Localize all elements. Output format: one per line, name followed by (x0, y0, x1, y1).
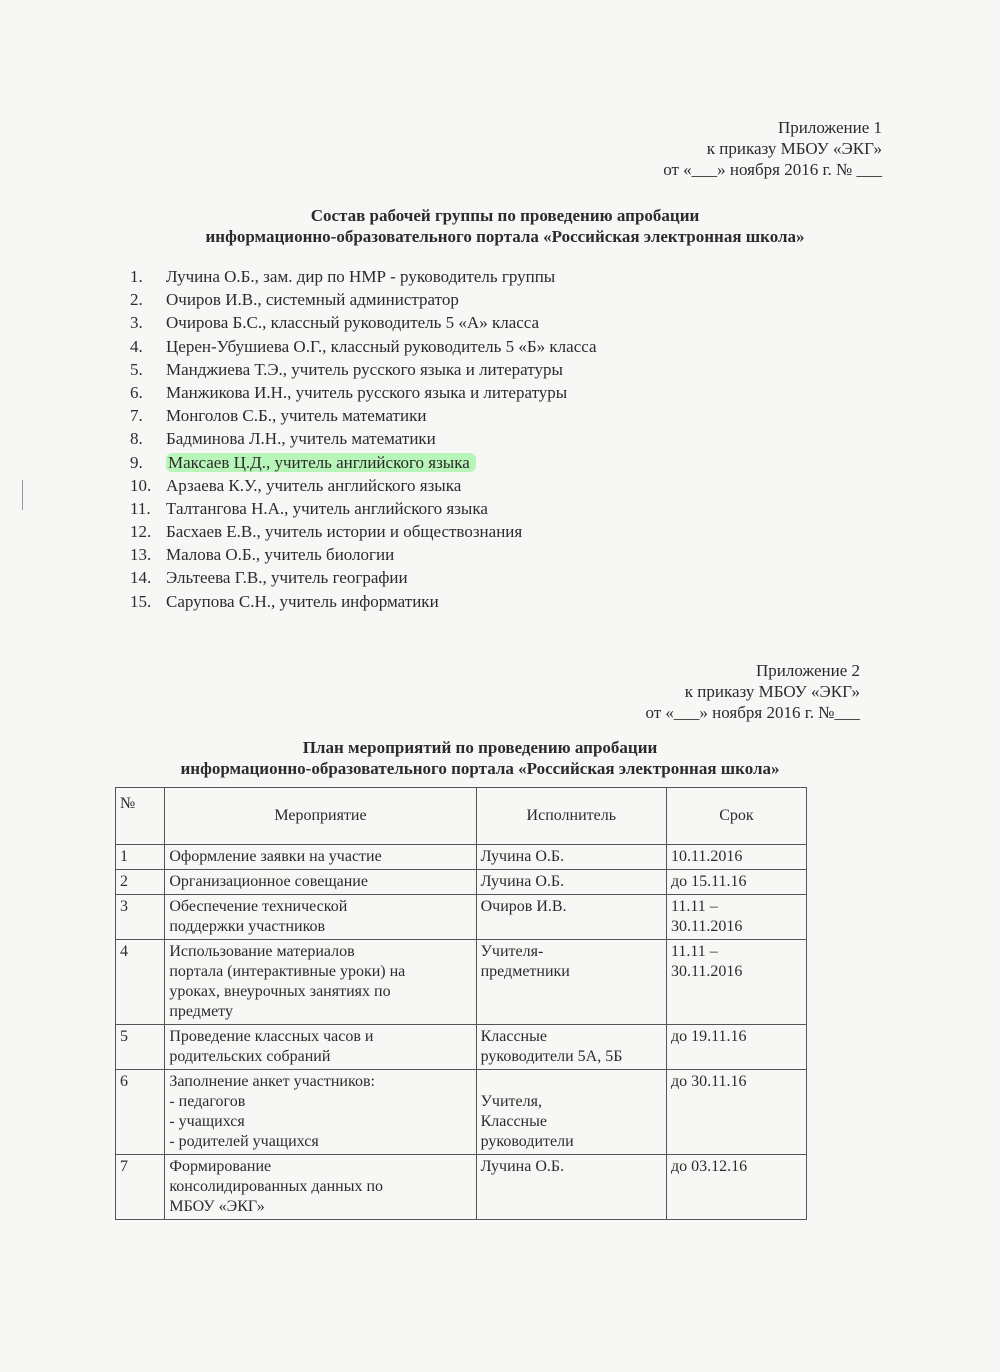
list-item-text: Очирова Б.С., классный руководитель 5 «А» класса (166, 313, 540, 333)
list-item (130, 590, 710, 613)
working-group-title-line-1: Состав рабочей группы по проведению апробации (310, 206, 700, 225)
cell-number: 6 (116, 1070, 165, 1155)
cell-term (666, 1070, 806, 1155)
table-row (116, 895, 807, 940)
cell-term-line: до 19.11.16 (670, 1028, 747, 1045)
cell-number: 3 (116, 895, 165, 940)
cell-event-line: - педагогов (169, 1093, 246, 1110)
cell-event (165, 895, 476, 940)
cell-event-line: предмету (169, 1003, 233, 1020)
list-item (130, 520, 710, 543)
cell-event-line: Обеспечение технической (169, 898, 348, 915)
cell-term-line: 30.11.2016 (670, 963, 743, 980)
list-item-number: 2. (130, 290, 143, 310)
cell-event-line: Проведение классных часов и (169, 1028, 374, 1045)
cell-responsible (476, 1025, 666, 1070)
list-item-text: Лучина О.Б., зам. дир по НМР - руководитель группы (166, 267, 556, 286)
cell-event-line: Формирование (169, 1158, 272, 1175)
cell-responsible-line: Лучина О.Б. (480, 1158, 565, 1175)
cell-event-line: родительских собраний (169, 1048, 331, 1065)
cell-responsible-line: Учителя- (480, 943, 544, 960)
cell-responsible-line: предметники (480, 963, 570, 980)
cell-event-line: Оформление заявки на участие (169, 848, 382, 865)
cell-number: 7 (116, 1155, 165, 1220)
appendix-2-line-3: от «___» ноября 2016 г. №___ (645, 703, 860, 722)
list-item-text: Арзаева К.У., учитель английского языка (166, 475, 462, 495)
plan-table (115, 787, 807, 1220)
list-item-text: Басхаев Е.В., учитель истории и обществознания (166, 522, 523, 542)
cell-event-line: портала (интерактивные уроки) на (169, 963, 406, 980)
appendix-1-line-1: Приложение 1 (778, 118, 882, 137)
list-item-number: 5. (130, 359, 143, 379)
list-item-highlighted (130, 451, 710, 474)
list-item (130, 265, 710, 288)
list-item-number: 12. (130, 522, 152, 542)
cell-term (666, 940, 806, 1025)
list-item-text: Эльтеева Г.В., учитель географии (166, 568, 408, 588)
list-item-number: 1. (130, 267, 143, 286)
cell-number: 4 (116, 940, 165, 1025)
cell-responsible-line: руководители (480, 1133, 574, 1150)
list-item-text: Малова О.Б., учитель биологии (166, 545, 395, 565)
cell-term (666, 895, 806, 940)
list-item (130, 335, 710, 358)
table-row (116, 870, 807, 895)
cell-event (165, 845, 476, 870)
cell-event-line: Организационное совещание (169, 873, 368, 890)
list-item-text: Манжикова И.Н., учитель русского языка и литературы (166, 382, 568, 402)
appendix-1-line-3: от «___» ноября 2016 г. № ___ (663, 160, 882, 179)
cell-term-line: до 03.12.16 (670, 1158, 748, 1175)
cell-responsible-line: Лучина О.Б. (480, 848, 565, 865)
appendix-2-header (645, 660, 860, 723)
column-header-event: Мероприятие (165, 788, 476, 845)
cell-number: 5 (116, 1025, 165, 1070)
list-item-number: 13. (130, 545, 152, 565)
cell-responsible-line: Учителя, (480, 1093, 542, 1110)
list-item-text: Манджиева Т.Э., учитель русского языка и литературы (166, 359, 563, 379)
appendix-2-line-1: Приложение 2 (756, 661, 860, 680)
cell-term-line: до 30.11.16 (670, 1073, 747, 1090)
list-item-text: Церен-Убушиева О.Г., классный руководитель 5 «Б» класса (166, 336, 597, 356)
appendix-1-line-2: к приказу МБОУ «ЭКГ» (706, 139, 882, 158)
cell-responsible (476, 940, 666, 1025)
column-header-responsible: Исполнитель (476, 788, 666, 845)
table-row (116, 1155, 807, 1220)
working-group-title (150, 205, 860, 247)
working-group-list (130, 265, 710, 613)
cell-responsible (476, 1155, 666, 1220)
cell-event (165, 1070, 476, 1155)
list-item-text: Талтангова Н.А., учитель английского языка (166, 498, 488, 518)
cell-event-line: - учащихся (169, 1113, 245, 1130)
cell-event (165, 870, 476, 895)
table-row (116, 1025, 807, 1070)
list-item-number: 11. (130, 498, 151, 518)
cell-event (165, 1025, 476, 1070)
plan-title-line-1: План мероприятий по проведению апробации (302, 738, 658, 757)
list-item-number: 4. (130, 336, 143, 356)
table-header-row (116, 788, 807, 845)
cell-responsible-line: Очиров И.В. (480, 898, 567, 915)
cell-term (666, 845, 806, 870)
list-item (130, 311, 710, 334)
table-row (116, 845, 807, 870)
plan-table-body (116, 845, 807, 1220)
list-item-number: 15. (130, 591, 152, 611)
cell-event (165, 1155, 476, 1220)
list-item-number: 6. (130, 382, 143, 402)
table-row (116, 1070, 807, 1155)
cell-event-line: поддержки участников (169, 918, 326, 935)
list-item (130, 427, 710, 450)
cell-responsible-line: руководители 5А, 5Б (480, 1048, 623, 1065)
cell-event-line: уроках, внеурочных занятиях по (169, 983, 391, 1000)
cell-responsible-line: Классные (480, 1113, 547, 1130)
list-item-text: Монголов С.Б., учитель математики (166, 406, 427, 426)
column-header-term: Срок (666, 788, 806, 845)
appendix-2-line-2: к приказу МБОУ «ЭКГ» (684, 682, 860, 701)
list-item-number: 3. (130, 313, 143, 333)
cell-term (666, 870, 806, 895)
list-item (130, 404, 710, 427)
list-item-number: 14. (130, 568, 152, 588)
cell-responsible (476, 895, 666, 940)
cell-term-line: 11.11 – (670, 898, 718, 915)
table-row (116, 940, 807, 1025)
cell-event (165, 940, 476, 1025)
cell-event-line: Заполнение анкет участников: (169, 1073, 375, 1090)
cell-responsible-line (481, 1072, 662, 1092)
cell-number: 1 (116, 845, 165, 870)
cell-event-line: Использование материалов (169, 943, 355, 960)
list-item (130, 381, 710, 404)
working-group-title-line-2: информационно-образовательного портала «Российская электронная школа» (205, 227, 805, 246)
list-item-number: 8. (130, 429, 143, 449)
cell-term-line: до 15.11.16 (670, 873, 747, 890)
column-header-number: № (116, 788, 165, 845)
cell-term-line: 10.11.2016 (670, 848, 743, 865)
cell-term-line: 11.11 – (670, 943, 718, 960)
list-item (130, 288, 710, 311)
cell-responsible (476, 845, 666, 870)
cell-responsible (476, 870, 666, 895)
list-item (130, 543, 710, 566)
list-item-text: Бадминова Л.Н., учитель математики (166, 429, 436, 449)
list-item (130, 497, 710, 520)
list-item (130, 566, 710, 589)
cell-responsible-line: Лучина О.Б. (480, 873, 565, 890)
cell-term (666, 1155, 806, 1220)
list-item-number: 9. (130, 452, 143, 472)
list-item-number: 7. (130, 406, 143, 426)
cell-event-line: МБОУ «ЭКГ» (169, 1198, 265, 1215)
plan-title-line-2: информационно-образовательного портала «Российская электронная школа» (180, 759, 780, 778)
cell-event-line: - родителей учащихся (169, 1133, 319, 1150)
plan-title (125, 737, 835, 779)
cell-event-line: консолидированных данных по (169, 1178, 384, 1195)
cell-term-line: 30.11.2016 (670, 918, 743, 935)
left-margin-mark (22, 480, 23, 510)
appendix-1-header (663, 117, 882, 180)
cell-term (666, 1025, 806, 1070)
list-item (130, 358, 710, 381)
cell-responsible (476, 1070, 666, 1155)
list-item-text: Очиров И.В., системный администратор (166, 290, 459, 310)
cell-number: 2 (116, 870, 165, 895)
list-item-text: Сарупова С.Н., учитель информатики (166, 591, 439, 611)
cell-responsible-line: Классные (480, 1028, 547, 1045)
list-item-number: 10. (130, 475, 152, 495)
list-item (130, 474, 710, 497)
highlighted-text: Максаев Ц.Д., учитель английского языка (166, 453, 476, 472)
